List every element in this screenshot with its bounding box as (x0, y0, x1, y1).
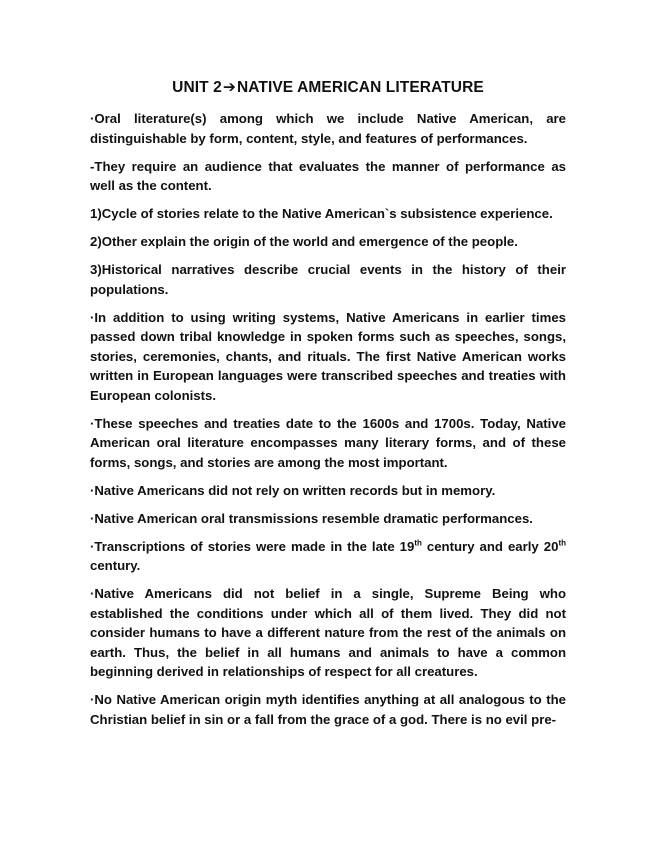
document-page (90, 78, 566, 738)
paragraph-memory: ·Native Americans did not rely on written records but in memory. (90, 482, 496, 498)
paragraph-cycle-of-stories: 1)Cycle of stories relate to the Native American`s subsistence experience. (90, 206, 553, 221)
paragraph-origin-stories: 2)Other explain the origin of the world and emergence of the people. (90, 234, 518, 249)
title-prefix: UNIT 2 (172, 79, 222, 96)
paragraph-historical-narratives: 3)Historical narratives describe crucial events in the history of their populations. (90, 262, 566, 297)
paragraph-audience: -They require an audience that evaluates the manner of performance as well as the content. (90, 158, 566, 193)
title-text: NATIVE AMERICAN LITERATURE (236, 79, 484, 96)
superscript-th-2: th (558, 538, 566, 548)
page-title (90, 78, 566, 98)
paragraph-oral-literature: ·Oral literature(s) among which we include Native American, are distinguishable by form, content, style, and features of performances. (90, 111, 566, 146)
paragraph-transcriptions (90, 537, 566, 576)
paragraph-dramatic-performances: ·Native American oral transmissions resemble dramatic performances. (90, 510, 533, 526)
paragraph-supreme-being: ·Native Americans did not belief in a single, Supreme Being who established the conditions under which all of them lived. They did not consider humans to have a different nature from the rest of the animals on earth. Thus, the belief in all humans and animals to have a common beginning derived in relationships of respect for all creatures. (90, 586, 566, 679)
transcriptions-text-3: century. (90, 558, 141, 573)
transcriptions-text-2: century and early 20 (421, 538, 559, 554)
paragraph-speeches-treaties: ·These speeches and treaties date to the 1600s and 1700s. Today, Native American oral literature encompasses many literary forms, and of these forms, songs, and stories are among the most important. (90, 415, 566, 470)
arrow-icon: ➔ (222, 79, 236, 96)
paragraph-origin-myth: ·No Native American origin myth identifies anything at all analogous to the Christian belief in sin or a fall from the grace of a god. There is no evil pre- (90, 692, 566, 727)
paragraph-writing-systems: ·In addition to using writing systems, Native Americans in earlier times passed down tribal knowledge in spoken forms such as speeches, songs, stories, ceremonies, chants, and rituals. The first Native American works written in European languages were transcribed speeches and treaties with European colonists. (90, 309, 566, 403)
superscript-th-1: th (414, 538, 422, 548)
transcriptions-text-1: ·Transcriptions of stories were made in the late 19 (90, 538, 415, 554)
